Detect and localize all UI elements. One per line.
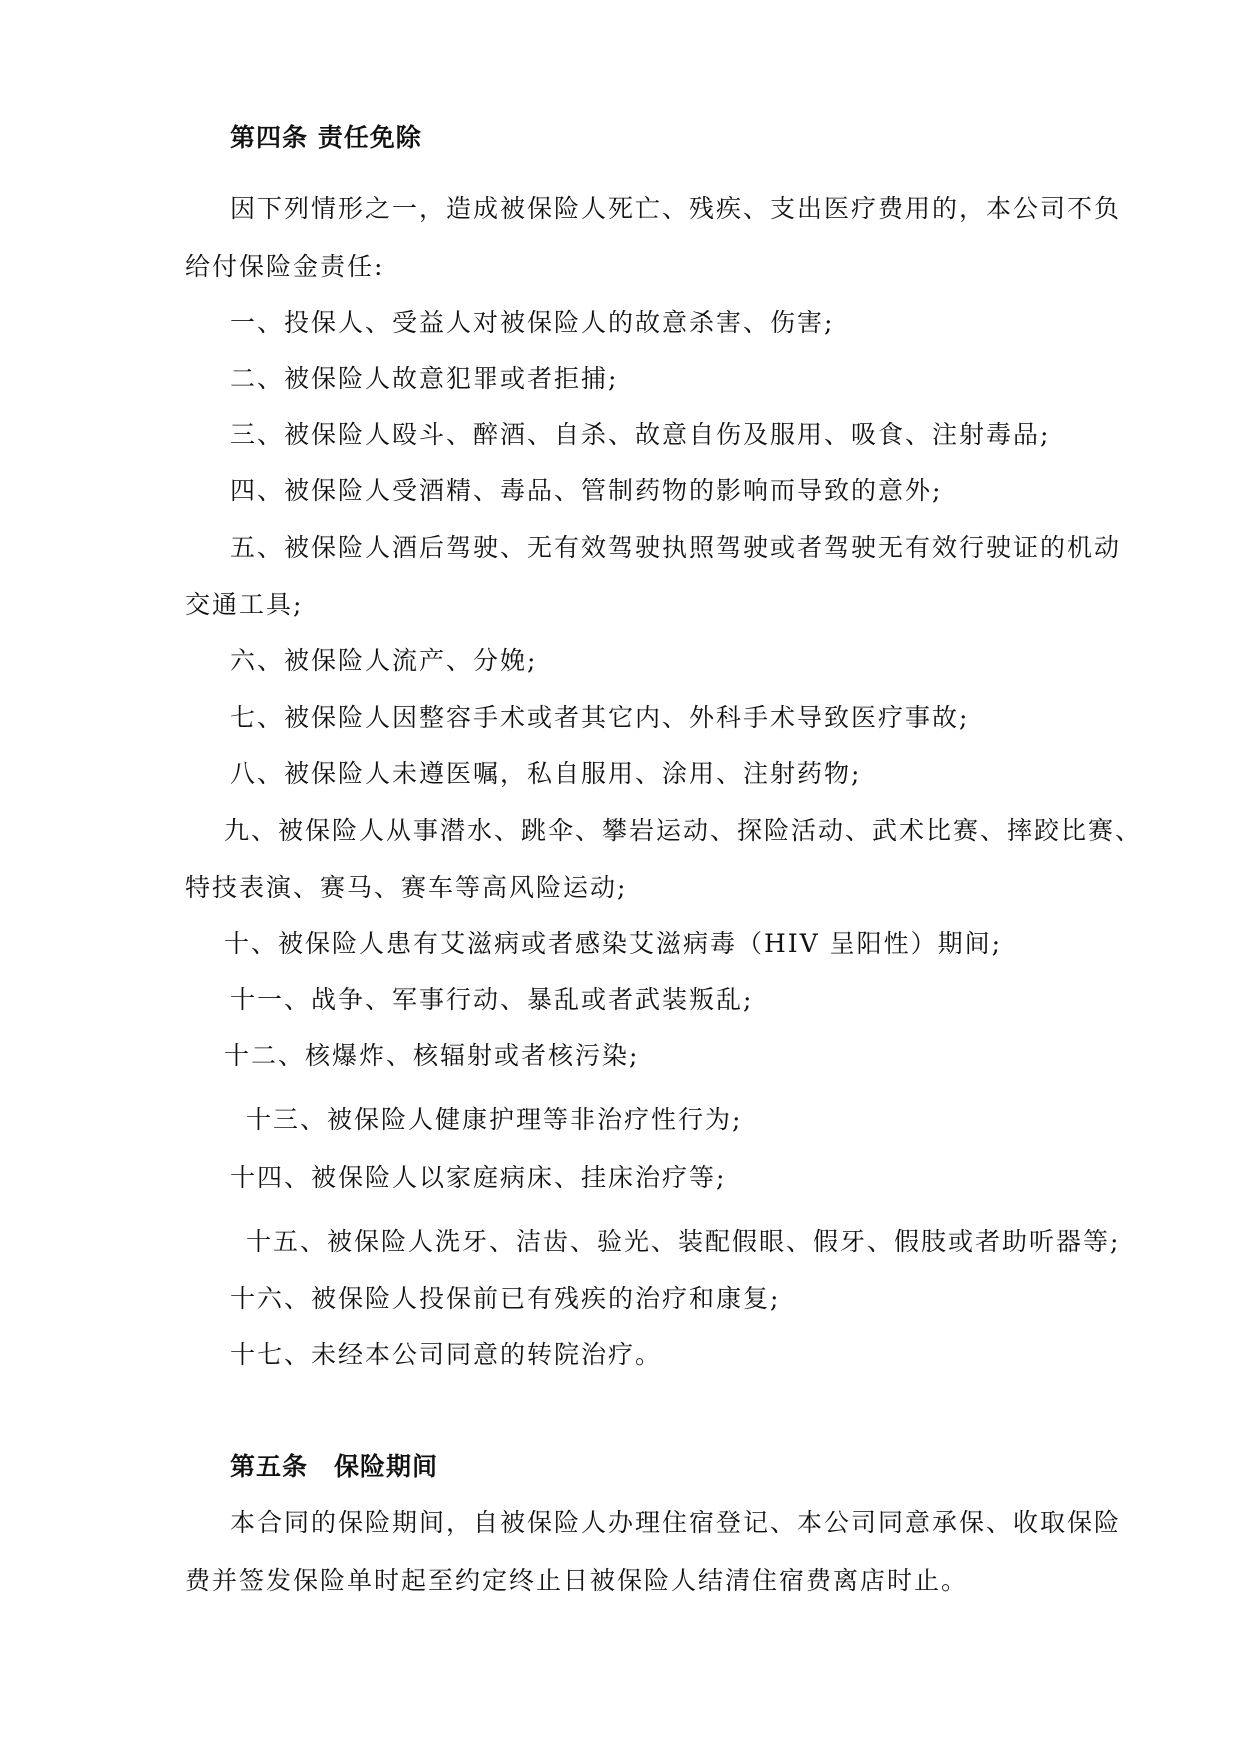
article-4-heading: 第四条 责任免除 [230,123,422,152]
article-5-heading: 第五条 保险期间 [230,1452,439,1481]
article-5-line-2: 费并签发保险单时起至约定终止日被保险人结清住宿费离店时止。 [185,1566,969,1595]
exclusion-item-10: 十、被保险人患有艾滋病或者感染艾滋病毒（HIV 呈阳性）期间; [224,929,1003,958]
exclusion-item-16: 十六、被保险人投保前已有残疾的治疗和康复; [230,1284,781,1313]
exclusion-item-17: 十七、未经本公司同意的转院治疗。 [230,1340,663,1369]
article-4-intro-line-2: 给付保险金责任: [185,252,385,281]
exclusion-item-15: 十五、被保险人洗牙、洁齿、验光、装配假眼、假牙、假肢或者助听器等; [246,1227,1121,1256]
exclusion-item-4: 四、被保险人受酒精、毒品、管制药物的影响而导致的意外; [230,476,943,505]
exclusion-item-9-cont: 特技表演、赛马、赛车等高风险运动; [185,873,628,902]
exclusion-item-9: 九、被保险人从事潜水、跳伞、攀岩运动、探险活动、武术比赛、摔跤比赛、 [224,816,1143,845]
article-5-line-1: 本合同的保险期间，自被保险人办理住宿登记、本公司同意承保、收取保险 [230,1508,1122,1537]
exclusion-item-14: 十四、被保险人以家庭病床、挂床治疗等; [230,1163,727,1192]
exclusion-item-12: 十二、核爆炸、核辐射或者核污染; [224,1041,640,1070]
exclusion-item-5-cont: 交通工具; [185,590,304,619]
exclusion-item-7: 七、被保险人因整容手术或者其它内、外科手术导致医疗事故; [230,703,970,732]
exclusion-item-6: 六、被保险人流产、分娩; [230,646,538,675]
exclusion-item-11: 十一、战争、军事行动、暴乱或者武装叛乱; [230,985,754,1014]
exclusion-item-3: 三、被保险人殴斗、醉酒、自杀、故意自伤及服用、吸食、注射毒品; [230,420,1051,449]
exclusion-item-8: 八、被保险人未遵医嘱，私自服用、涂用、注射药物; [230,759,862,788]
exclusion-item-5: 五、被保险人酒后驾驶、无有效驾驶执照驾驶或者驾驶无有效行驶证的机动 [230,533,1122,562]
article-4-intro-line-1: 因下列情形之一，造成被保险人死亡、残疾、支出医疗费用的，本公司不负 [230,194,1122,223]
exclusion-item-13: 十三、被保险人健康护理等非治疗性行为; [246,1105,743,1134]
exclusion-item-1: 一、投保人、受益人对被保险人的故意杀害、伤害; [230,308,835,337]
exclusion-item-2: 二、被保险人故意犯罪或者拒捕; [230,364,619,393]
